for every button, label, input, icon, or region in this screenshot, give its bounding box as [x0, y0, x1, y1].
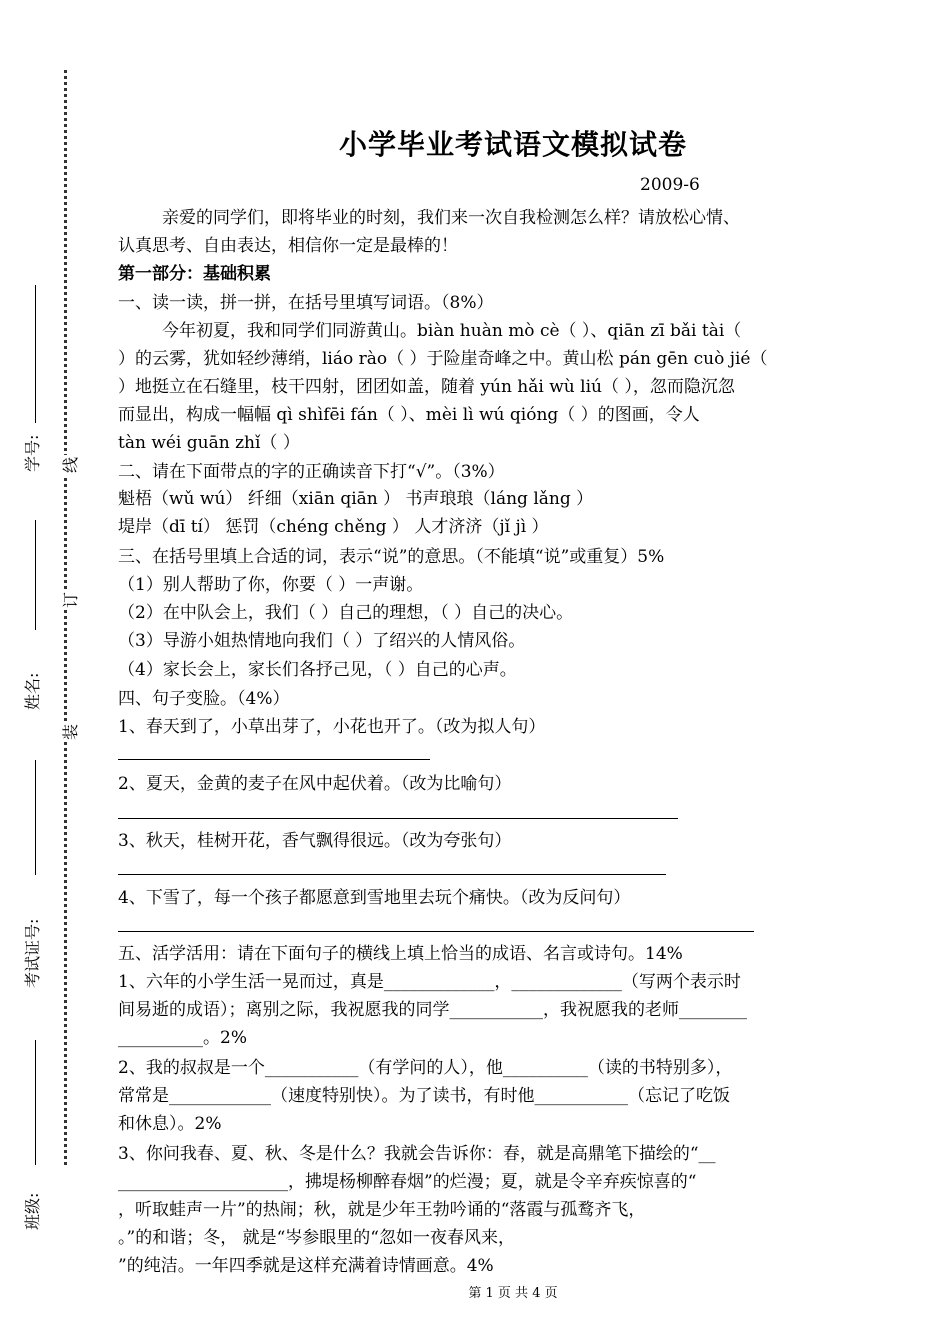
- answer-line[interactable]: [118, 818, 678, 819]
- question-text: （1）别人帮助了你，你要（ ）一声谢。: [118, 575, 424, 595]
- question-text: ____________________，拂堤杨柳醉春烟”的烂漫；夏，就是令辛弃疾惊喜的“: [118, 1172, 697, 1192]
- question-heading: 二、请在下面带点的字的正确读音下打“√”。（3%）: [118, 462, 505, 482]
- question-text: ）的云雾，犹如轻纱薄绡，liáo rào（ ）于险崖奇峰之中。黄山松 pán gēn cuò jié（: [118, 349, 768, 369]
- binding-mark-xian: 线: [58, 455, 81, 475]
- answer-line[interactable]: [118, 931, 754, 932]
- student-number-field[interactable]: [35, 285, 36, 423]
- student-number-label: 学号:: [23, 434, 42, 472]
- intro-line: 认真思考、自由表达，相信你一定是最棒的！: [118, 236, 458, 256]
- answer-line[interactable]: [118, 759, 430, 760]
- question-text: 今年初夏，我和同学们同游黄山。biàn huàn mò cè（ ）、qiān zī bǎi tài（: [162, 321, 742, 341]
- exam-id-field[interactable]: [35, 760, 36, 875]
- page-title: 小学毕业考试语文模拟试卷: [338, 128, 687, 161]
- binding-mark-zhuang: 装: [58, 722, 81, 742]
- question-text: 4、下雪了，每一个孩子都愿意到雪地里去玩个痛快。（改为反问句）: [118, 888, 631, 908]
- question-text: （3）导游小姐热情地向我们（ ）了绍兴的人情风俗。: [118, 631, 526, 651]
- name-field[interactable]: [35, 520, 36, 630]
- question-text: ，听取蛙声一片”的热闹；秋，就是少年王勃吟诵的“落霞与孤鹜齐飞，: [118, 1200, 646, 1220]
- intro-line: 亲爱的同学们，即将毕业的时刻，我们来一次自我检测怎么样？请放松心情、: [162, 208, 740, 228]
- question-text: __________。2%: [118, 1028, 247, 1048]
- binding-mark-ding: 订: [58, 590, 81, 610]
- question-text: 3、秋天，桂树开花，香气飘得很远。（改为夸张句）: [118, 831, 512, 851]
- question-text: （4）家长会上，家长们各抒己见，（ ）自己的心声。: [118, 660, 517, 680]
- question-text: 常常是____________（速度特别快）。为了读书，有时他___________（忘记了吃饭: [118, 1086, 730, 1106]
- question-text: 1、六年的小学生活一晃而过，真是_____________，_____________（写两个表示时: [118, 972, 741, 992]
- question-heading: 五、活学活用：请在下面句子的横线上填上恰当的成语、名言或诗句。14%: [118, 944, 683, 964]
- question-text: ）地挺立在石缝里，枝干四射，团团如盖，随着 yún hǎi wù liú（ ），忽而隐沉忽: [118, 377, 735, 397]
- exam-date: 2009-6: [640, 175, 700, 195]
- question-text: 和休息）。2%: [118, 1114, 222, 1134]
- question-heading: 四、句子变脸。（4%）: [118, 689, 290, 709]
- part-heading: 第一部分：基础积累: [118, 264, 271, 284]
- name-label: 姓名:: [23, 672, 42, 710]
- question-text: 2、夏天，金黄的麦子在风中起伏着。（改为比喻句）: [118, 774, 512, 794]
- question-text: 堤岸（dī tí） 惩罚（chéng chěng ） 人才济济（jǐ jì ）: [118, 517, 549, 537]
- binding-dotted-line: [64, 70, 67, 1165]
- answer-line[interactable]: [118, 874, 666, 875]
- question-text: 而显出，构成一幅幅 qì shìfēi fán（ ）、mèi lì wú qióng（ ）的图画，令人: [118, 405, 700, 425]
- page-footer: 第 1 页 共 4 页: [468, 1286, 558, 1301]
- question-text: 。”的和谐；冬， 就是“岑参眼里的“忽如一夜春风来，: [118, 1228, 515, 1248]
- class-label: 班级:: [23, 1192, 42, 1230]
- question-heading: 一、读一读，拼一拼，在括号里填写词语。（8%）: [118, 293, 494, 313]
- class-field[interactable]: [35, 1040, 36, 1165]
- question-text: tàn wéi guān zhǐ（ ）: [118, 433, 300, 453]
- question-text: 1、春天到了，小草出芽了，小花也开了。（改为拟人句）: [118, 717, 546, 737]
- exam-id-label: 考试证号:: [23, 918, 42, 988]
- question-heading: 三、在括号里填上合适的词，表示“说”的意思。（不能填“说”或重复）5%: [118, 547, 665, 567]
- question-text: ”的纯洁。一年四季就是这样充满着诗情画意。4%: [118, 1256, 494, 1276]
- question-text: （2）在中队会上，我们（ ）自己的理想，（ ）自己的决心。: [118, 603, 574, 623]
- question-text: 间易逝的成语）；离别之际，我祝愿我的同学___________，我祝愿我的老师________: [118, 1000, 747, 1020]
- question-text: 2、我的叔叔是一个___________（有学问的人），他__________（读的书特别多），: [118, 1058, 733, 1078]
- question-text: 魁梧（wǔ wú） 纤细（xiān qiān ） 书声琅琅（láng lǎng ）: [118, 489, 594, 509]
- question-text: 3、你问我春、夏、秋、冬是什么？我就会告诉你：春，就是高鼎笔下描绘的“__: [118, 1144, 716, 1164]
